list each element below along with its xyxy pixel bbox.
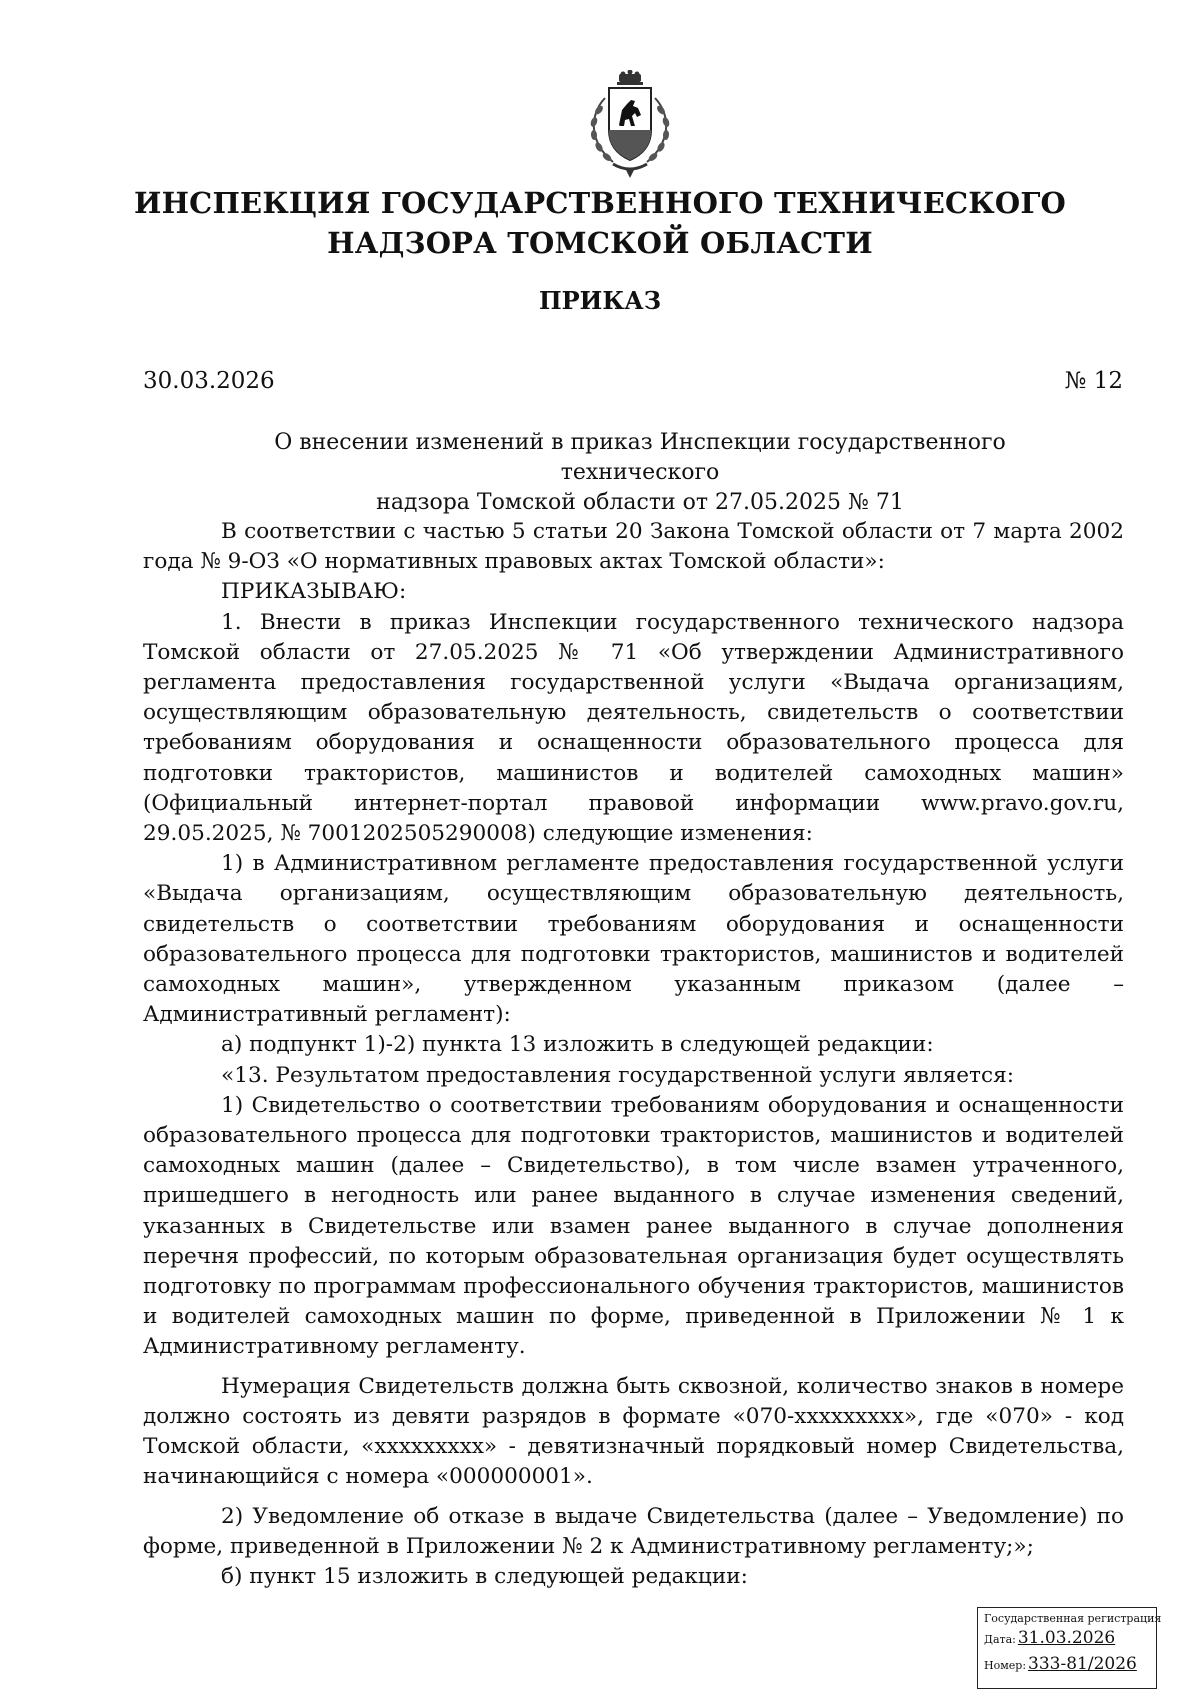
stamp-number-value: 333-81/2026 [1028,1654,1137,1674]
stamp-number-line [984,1652,1150,1678]
paragraph-subitem-a: а) подпункт 1)-2) пункта 13 изложить в следующей редакции: [221,1032,934,1058]
document-body [143,517,1124,1592]
paragraph-legal-basis: В соответствии с частью 5 статьи 20 Закона Томской области от 7 марта 2002 года № 9-ОЗ «О нормативных правовых актах Томской области»: [143,519,1124,575]
order-subject-line-1: О внесении изменений в приказ Инспекции государственного технического [274,430,1006,485]
order-number: № 12 [1064,368,1123,394]
stamp-date-value: 31.03.2026 [1017,1628,1116,1648]
paragraph-subitem-b: б) пункт 15 изложить в следующей редакции: [221,1563,748,1589]
order-date: 30.03.2026 [143,368,275,394]
paragraph-item-1: 1. Внести в приказ Инспекции государственного технического надзора Томской области от 27.05.2025 № 71 «Об утверждении Административного регламента предоставления государственной услуги «Выдача организациям, осуществляющим образовательную деятельность, свидетельств о соответствии требованиям оборудования и оснащенности образовательного процесса для подготовки трактористов, машинистов и водителей самоходных машин» (Официальный интернет-портал правовой информации www.pravo.gov.ru, 29.05.2025, № 7001202505290008) следующие изменения: [143,609,1124,847]
registration-stamp [977,1607,1162,1689]
stamp-date-label: Дата: [984,1633,1016,1646]
organization-title-line-2: НАДЗОРА ТОМСКОЙ ОБЛАСТИ [327,226,873,260]
paragraph-clause-13-2: 2) Уведомление об отказе в выдаче Свидетельства (далее – Уведомление) по форме, приведенной в Приложении № 2 к Административному регламенту;»; [143,1503,1124,1559]
paragraph-order-word: ПРИКАЗЫВАЮ: [221,579,407,605]
stamp-date-line [984,1626,1150,1652]
coat-of-arms-emblem [575,70,685,180]
order-subject-line-2: надзора Томской области от 27.05.2025 № 71 [376,490,904,515]
paragraph-clause-13: «13. Результатом предоставления государственной услуги является: [221,1062,1014,1088]
paragraph-clause-13-1: 1) Свидетельство о соответствии требованиям оборудования и оснащенности образовательного процесса для подготовки трактористов, машинистов и водителей самоходных машин (далее – Свидетельство), в том числе взамен утраченного, пришедшего в негодность или ранее выданного в случае изменения сведений, указанных в Свидетельстве или взамен ранее выданного в случае дополнения перечня профессий, по которым образовательная организация будет осуществлять подготовку по программам профессионального обучения трактористов, машинистов и водителей самоходных машин по форме, приведенной в Приложении № 1 к Административному регламенту. [143,1092,1124,1360]
date-number-row [143,366,1123,396]
paragraph-subitem-1: 1) в Административном регламенте предоставления государственной услуги «Выдача организациям, осуществляющим образовательную деятельность, свидетельств о соответствии требованиям оборудования и оснащенности образовательного процесса для подготовки трактористов, машинистов и водителей самоходных машин», утвержденном указанным приказом (далее – Административный регламент): [143,851,1124,1028]
order-subject [200,428,1080,518]
stamp-title: Государственная регистрация [984,1612,1162,1625]
organization-title [100,183,1100,263]
organization-title-line-1: ИНСПЕКЦИЯ ГОСУДАРСТВЕННОГО ТЕХНИЧЕСКОГО [133,186,1067,220]
paragraph-numbering: Нумерация Свидетельств должна быть сквозной, количество знаков в номере должно состоять из девяти разрядов в формате «070-ххххххххх», где «070» - код Томской области, «ххххххххх» - девятизначный порядковый номер Свидетельства, начинающийся с номера «000000001». [143,1373,1124,1490]
document-type: ПРИКАЗ [538,286,662,315]
stamp-number-label: Номер: [984,1659,1027,1672]
